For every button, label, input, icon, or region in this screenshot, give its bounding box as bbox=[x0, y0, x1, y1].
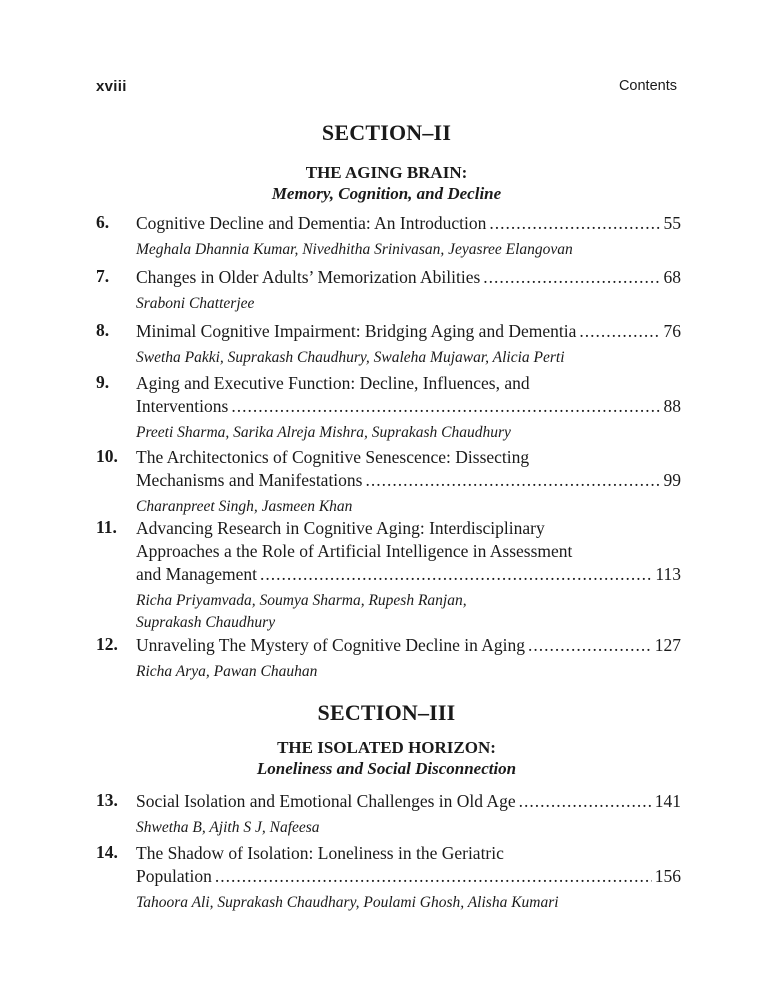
entry-page: 127 bbox=[654, 635, 681, 655]
entry-title: Unraveling The Mystery of Cognitive Decline in Aging bbox=[136, 635, 525, 655]
entry-number: 6. bbox=[96, 212, 110, 232]
toc-entry[interactable] bbox=[96, 517, 681, 634]
entry-number: 9. bbox=[96, 372, 110, 392]
toc-entry[interactable] bbox=[96, 266, 681, 315]
entry-title-line bbox=[136, 320, 681, 343]
entry-title: Social Isolation and Emotional Challenges in Old Age bbox=[136, 791, 516, 811]
leader-dots bbox=[231, 395, 660, 418]
entry-title: and Management bbox=[136, 564, 257, 584]
toc-entry[interactable] bbox=[96, 320, 681, 369]
entry-page: 68 bbox=[663, 267, 681, 287]
entry-title-line bbox=[136, 395, 681, 418]
entry-authors: Shwetha B, Ajith S J, Nafeesa bbox=[136, 819, 320, 836]
entry-title-line bbox=[136, 563, 681, 586]
section-title: SECTION–II bbox=[321, 120, 452, 145]
toc-entry[interactable] bbox=[96, 842, 681, 914]
entry-title: Changes in Older Adults’ Memorization Abilities bbox=[136, 267, 481, 287]
entry-title-line: The Shadow of Isolation: Loneliness in the Geriatric bbox=[136, 843, 504, 863]
leader-dots bbox=[489, 212, 660, 235]
toc-entry[interactable] bbox=[96, 212, 681, 261]
entry-number: 13. bbox=[96, 790, 118, 810]
toc-entry[interactable] bbox=[96, 372, 681, 444]
leader-dots bbox=[215, 865, 652, 888]
entry-authors: Tahoora Ali, Suprakash Chaudhary, Poulami Ghosh, Alisha Kumari bbox=[136, 894, 559, 911]
entry-title-line: Approaches a the Role of Artificial Intelligence in Assessment bbox=[136, 541, 573, 561]
entry-authors: Swetha Pakki, Suprakash Chaudhury, Swaleha Mujawar, Alicia Perti bbox=[136, 349, 565, 366]
leader-dots bbox=[483, 266, 660, 289]
leader-dots bbox=[579, 320, 660, 343]
entry-authors: Suprakash Chaudhury bbox=[136, 614, 276, 631]
entry-title: Interventions bbox=[136, 396, 229, 416]
leader-dots bbox=[519, 790, 652, 813]
entry-title-line bbox=[136, 212, 681, 235]
entry-authors: Preeti Sharma, Sarika Alreja Mishra, Suprakash Chaudhury bbox=[136, 424, 511, 441]
entry-title-line bbox=[136, 790, 681, 813]
section-title: SECTION–III bbox=[317, 700, 456, 725]
toc-entry[interactable] bbox=[96, 446, 681, 518]
entry-page: 76 bbox=[663, 321, 681, 341]
entry-authors: Meghala Dhannia Kumar, Nivedhitha Srinivasan, Jeyasree Elangovan bbox=[136, 241, 573, 258]
entry-number: 11. bbox=[96, 517, 117, 537]
leader-dots bbox=[528, 634, 652, 657]
entry-number: 12. bbox=[96, 634, 118, 654]
entry-title: Population bbox=[136, 866, 212, 886]
entry-number: 8. bbox=[96, 320, 110, 340]
section-subtitle bbox=[96, 162, 677, 204]
entry-title-line bbox=[136, 634, 681, 657]
running-title: Contents bbox=[618, 78, 677, 94]
entry-title-line bbox=[136, 865, 681, 888]
section-subtitle-italic: Memory, Cognition, and Decline bbox=[271, 184, 502, 203]
entry-title: Cognitive Decline and Dementia: An Introduction bbox=[136, 213, 487, 233]
toc-entry[interactable] bbox=[96, 634, 681, 683]
entry-page: 88 bbox=[663, 396, 681, 416]
entry-title: Mechanisms and Manifestations bbox=[136, 470, 363, 490]
toc-entry[interactable] bbox=[96, 790, 681, 839]
entry-authors: Charanpreet Singh, Jasmeen Khan bbox=[136, 498, 353, 515]
section-subtitle-italic: Loneliness and Social Disconnection bbox=[256, 759, 517, 778]
entry-title-line: The Architectonics of Cognitive Senescence: Dissecting bbox=[136, 447, 530, 467]
entry-title-line bbox=[136, 469, 681, 492]
entry-title-line: Aging and Executive Function: Decline, Influences, and bbox=[136, 373, 530, 393]
entry-title-line: Advancing Research in Cognitive Aging: Interdisciplinary bbox=[136, 518, 545, 538]
entry-authors: Sraboni Chatterjee bbox=[136, 295, 255, 312]
entry-authors: Richa Priyamvada, Soumya Sharma, Rupesh Ranjan, bbox=[136, 592, 467, 609]
page-number: xviii bbox=[96, 78, 127, 95]
entry-page: 141 bbox=[654, 791, 681, 811]
entry-page: 156 bbox=[654, 866, 681, 886]
entry-number: 7. bbox=[96, 266, 110, 286]
leader-dots bbox=[260, 563, 652, 586]
entry-authors: Richa Arya, Pawan Chauhan bbox=[136, 663, 318, 680]
entry-number: 14. bbox=[96, 842, 118, 862]
section-subtitle-main: THE AGING BRAIN: bbox=[305, 163, 468, 182]
entry-title-line bbox=[136, 266, 681, 289]
entry-page: 55 bbox=[663, 213, 681, 233]
section-subtitle-main: THE ISOLATED HORIZON: bbox=[277, 738, 496, 757]
entry-page: 99 bbox=[663, 470, 681, 490]
section-subtitle bbox=[96, 737, 677, 779]
entry-number: 10. bbox=[96, 446, 118, 466]
leader-dots bbox=[365, 469, 660, 492]
entry-page: 113 bbox=[655, 564, 681, 584]
entry-title: Minimal Cognitive Impairment: Bridging Aging and Dementia bbox=[136, 321, 577, 341]
